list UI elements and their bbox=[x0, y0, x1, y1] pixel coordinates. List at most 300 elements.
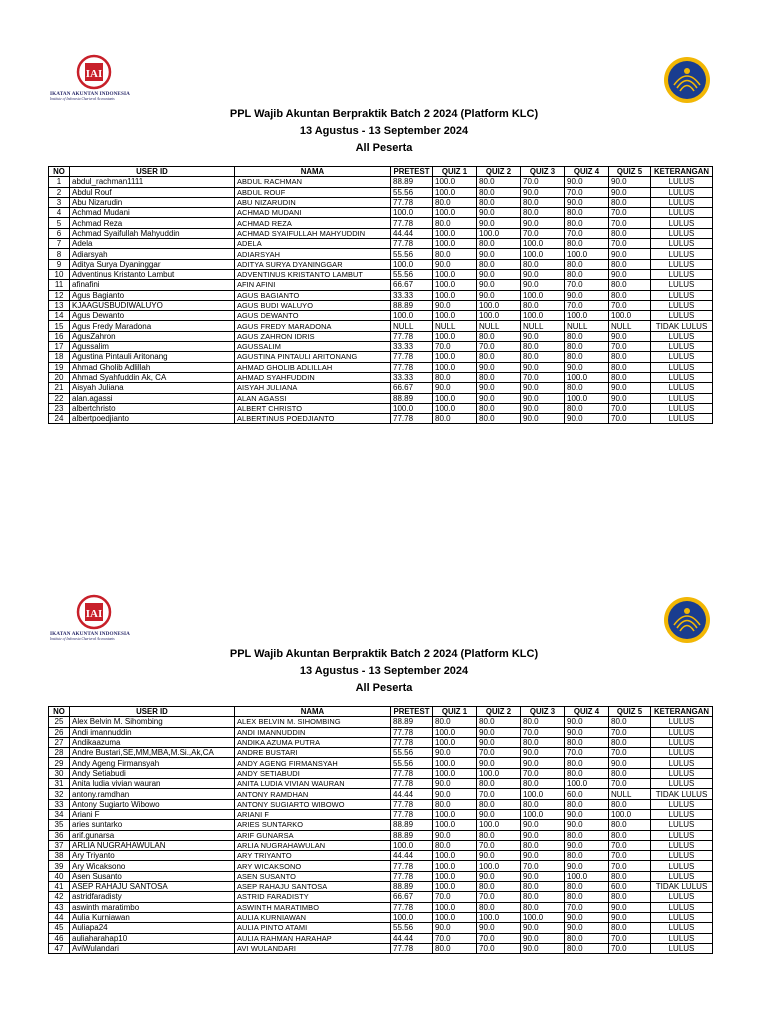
table-header bbox=[49, 167, 713, 177]
cell-quiz-3: 80.0 bbox=[521, 840, 565, 850]
cell-user-id: Agussalim bbox=[70, 342, 235, 352]
cell-keterangan: LULUS bbox=[651, 342, 713, 352]
cell-nama: ADIARSYAH bbox=[235, 249, 391, 259]
cell-keterangan: LULUS bbox=[651, 290, 713, 300]
cell-quiz-4: 80.0 bbox=[565, 342, 609, 352]
cell-user-id: Adela bbox=[70, 239, 235, 249]
cell-no: 4 bbox=[49, 208, 70, 218]
cell-pretest: 77.78 bbox=[391, 737, 433, 747]
report-period: 13 Agustus - 13 September 2024 bbox=[299, 665, 469, 677]
cell-keterangan: LULUS bbox=[651, 280, 713, 290]
cell-quiz-2: 80.0 bbox=[477, 187, 521, 197]
cell-nama: ADITYA SURYA DYANINGGAR bbox=[235, 259, 391, 269]
column-header-quiz-2: QUIZ 2 bbox=[477, 707, 521, 717]
org-subtitle: Institute of Indonesia Chartered Accountants bbox=[50, 637, 115, 641]
column-header-pretest: PRETEST bbox=[391, 167, 433, 177]
cell-user-id: Agus Bagianto bbox=[70, 290, 235, 300]
cell-quiz-2: 90.0 bbox=[477, 809, 521, 819]
cell-quiz-1: 100.0 bbox=[433, 239, 477, 249]
cell-quiz-5: 90.0 bbox=[609, 177, 651, 187]
iai-emblem-icon bbox=[76, 594, 112, 630]
cell-keterangan: LULUS bbox=[651, 943, 713, 953]
cell-no: 25 bbox=[49, 717, 70, 727]
cell-nama: ACHMAD REZA bbox=[235, 218, 391, 228]
cell-no: 37 bbox=[49, 840, 70, 850]
cell-quiz-1: 90.0 bbox=[433, 779, 477, 789]
header-row bbox=[49, 707, 713, 717]
report-title-block bbox=[0, 106, 768, 157]
cell-quiz-2: 80.0 bbox=[477, 352, 521, 362]
cell-nama: AFIN AFINI bbox=[235, 280, 391, 290]
table-row bbox=[49, 321, 713, 331]
cell-keterangan: LULUS bbox=[651, 197, 713, 207]
table-row bbox=[49, 820, 713, 830]
cell-pretest: 88.89 bbox=[391, 300, 433, 310]
cell-quiz-5: 90.0 bbox=[609, 383, 651, 393]
cell-user-id: auliaharahap10 bbox=[70, 933, 235, 943]
cell-keterangan: LULUS bbox=[651, 393, 713, 403]
cell-quiz-5: 80.0 bbox=[609, 923, 651, 933]
cell-quiz-2: 80.0 bbox=[477, 799, 521, 809]
cell-quiz-2: 100.0 bbox=[477, 300, 521, 310]
cell-user-id: Ariani F bbox=[70, 809, 235, 819]
cell-quiz-5: 80.0 bbox=[609, 717, 651, 727]
cell-pretest: 33.33 bbox=[391, 342, 433, 352]
cell-no: 14 bbox=[49, 311, 70, 321]
column-header-keterangan: KETERANGAN bbox=[651, 707, 713, 717]
header-row bbox=[49, 167, 713, 177]
cell-user-id: AgusZahron bbox=[70, 331, 235, 341]
cell-nama: ARIES SUNTARKO bbox=[235, 820, 391, 830]
cell-quiz-4: 90.0 bbox=[565, 290, 609, 300]
cell-quiz-3: 100.0 bbox=[521, 912, 565, 922]
cell-quiz-3: 80.0 bbox=[521, 799, 565, 809]
cell-keterangan: LULUS bbox=[651, 259, 713, 269]
table-header bbox=[49, 707, 713, 717]
cell-quiz-2: NULL bbox=[477, 321, 521, 331]
cell-quiz-1: 100.0 bbox=[433, 861, 477, 871]
cell-keterangan: LULUS bbox=[651, 768, 713, 778]
org-name: IKATAN AKUNTAN INDONESIA bbox=[50, 631, 130, 637]
cell-user-id: Ary Triyanto bbox=[70, 851, 235, 861]
cell-quiz-1: 70.0 bbox=[433, 342, 477, 352]
cell-quiz-5: 70.0 bbox=[609, 727, 651, 737]
cell-quiz-4: 80.0 bbox=[565, 737, 609, 747]
table-row bbox=[49, 228, 713, 238]
cell-quiz-5: 80.0 bbox=[609, 228, 651, 238]
cell-keterangan: LULUS bbox=[651, 300, 713, 310]
cell-user-id: Ary Wicaksono bbox=[70, 861, 235, 871]
cell-no: 24 bbox=[49, 414, 70, 424]
cell-quiz-2: 80.0 bbox=[477, 372, 521, 382]
cell-quiz-1: 80.0 bbox=[433, 218, 477, 228]
cell-nama: ALEX BELVIN M. SIHOMBING bbox=[235, 717, 391, 727]
table-row bbox=[49, 892, 713, 902]
table-row bbox=[49, 737, 713, 747]
cell-quiz-5: 70.0 bbox=[609, 208, 651, 218]
cell-keterangan: TIDAK LULUS bbox=[651, 789, 713, 799]
cell-no: 47 bbox=[49, 943, 70, 953]
cell-user-id: Adiarsyah bbox=[70, 249, 235, 259]
cell-keterangan: LULUS bbox=[651, 208, 713, 218]
cell-pretest: 55.56 bbox=[391, 748, 433, 758]
cell-quiz-3: 90.0 bbox=[521, 933, 565, 943]
table-row bbox=[49, 300, 713, 310]
cell-quiz-2: 80.0 bbox=[477, 830, 521, 840]
cell-quiz-1: 90.0 bbox=[433, 923, 477, 933]
cell-pretest: 77.78 bbox=[391, 799, 433, 809]
cell-nama: ARY WICAKSONO bbox=[235, 861, 391, 871]
cell-nama: ACHMAD SYAIFULLAH MAHYUDDIN bbox=[235, 228, 391, 238]
cell-quiz-5: 70.0 bbox=[609, 933, 651, 943]
cell-user-id: Andy Setiabudi bbox=[70, 768, 235, 778]
cell-quiz-1: 100.0 bbox=[433, 820, 477, 830]
cell-quiz-2: 90.0 bbox=[477, 362, 521, 372]
cell-quiz-4: 90.0 bbox=[565, 197, 609, 207]
table-row bbox=[49, 362, 713, 372]
column-header-quiz-4: QUIZ 4 bbox=[565, 707, 609, 717]
cell-quiz-3: 90.0 bbox=[521, 280, 565, 290]
cell-keterangan: LULUS bbox=[651, 311, 713, 321]
table-row bbox=[49, 840, 713, 850]
cell-quiz-4: 80.0 bbox=[565, 933, 609, 943]
cell-pretest: 55.56 bbox=[391, 187, 433, 197]
cell-nama: AISYAH JULIANA bbox=[235, 383, 391, 393]
cell-quiz-2: 90.0 bbox=[477, 249, 521, 259]
cell-nama: ANDIKA AZUMA PUTRA bbox=[235, 737, 391, 747]
cell-quiz-1: 100.0 bbox=[433, 809, 477, 819]
cell-no: 10 bbox=[49, 269, 70, 279]
cell-user-id: albertpoedjianto bbox=[70, 414, 235, 424]
cell-quiz-3: 100.0 bbox=[521, 809, 565, 819]
cell-quiz-3: 70.0 bbox=[521, 372, 565, 382]
cell-quiz-2: 100.0 bbox=[477, 228, 521, 238]
report-title: PPL Wajib Akuntan Berpraktik Batch 2 2024 (Platform KLC) bbox=[229, 108, 539, 120]
cell-nama: AULIA PINTO ATAMI bbox=[235, 923, 391, 933]
cell-quiz-1: 100.0 bbox=[433, 331, 477, 341]
cell-quiz-5: 80.0 bbox=[609, 259, 651, 269]
cell-quiz-5: 70.0 bbox=[609, 840, 651, 850]
cell-quiz-1: 100.0 bbox=[433, 290, 477, 300]
cell-keterangan: LULUS bbox=[651, 912, 713, 922]
cell-quiz-2: 80.0 bbox=[477, 403, 521, 413]
cell-quiz-1: 100.0 bbox=[433, 362, 477, 372]
cell-keterangan: LULUS bbox=[651, 249, 713, 259]
column-header-quiz-1: QUIZ 1 bbox=[433, 707, 477, 717]
cell-pretest: 88.89 bbox=[391, 393, 433, 403]
cell-pretest: 66.67 bbox=[391, 892, 433, 902]
cell-nama: ASWINTH MARATIMBO bbox=[235, 902, 391, 912]
cell-no: 19 bbox=[49, 362, 70, 372]
table-row bbox=[49, 933, 713, 943]
cell-quiz-5: 90.0 bbox=[609, 912, 651, 922]
cell-keterangan: LULUS bbox=[651, 779, 713, 789]
cell-user-id: Achmad Mudani bbox=[70, 208, 235, 218]
cell-nama: ABU NIZARUDIN bbox=[235, 197, 391, 207]
cell-quiz-2: 100.0 bbox=[477, 912, 521, 922]
cell-quiz-4: 70.0 bbox=[565, 228, 609, 238]
cell-quiz-4: 90.0 bbox=[565, 177, 609, 187]
cell-keterangan: LULUS bbox=[651, 840, 713, 850]
cell-no: 34 bbox=[49, 809, 70, 819]
cell-quiz-4: 80.0 bbox=[565, 882, 609, 892]
cell-quiz-4: 80.0 bbox=[565, 383, 609, 393]
cell-nama: ADELA bbox=[235, 239, 391, 249]
cell-quiz-5: 80.0 bbox=[609, 737, 651, 747]
cell-pretest: 77.78 bbox=[391, 779, 433, 789]
cell-quiz-1: 100.0 bbox=[433, 311, 477, 321]
iai-logo bbox=[50, 594, 146, 641]
cell-quiz-4: 70.0 bbox=[565, 748, 609, 758]
cell-quiz-4: 90.0 bbox=[565, 717, 609, 727]
cell-quiz-1: 80.0 bbox=[433, 943, 477, 953]
cell-quiz-5: 80.0 bbox=[609, 830, 651, 840]
cell-no: 18 bbox=[49, 352, 70, 362]
cell-quiz-4: 80.0 bbox=[565, 892, 609, 902]
table-row bbox=[49, 923, 713, 933]
cell-nama: ARIF GUNARSA bbox=[235, 830, 391, 840]
cell-user-id: afinafini bbox=[70, 280, 235, 290]
cell-nama: ARY TRIYANTO bbox=[235, 851, 391, 861]
cell-quiz-4: 80.0 bbox=[565, 208, 609, 218]
cell-quiz-3: 70.0 bbox=[521, 727, 565, 737]
column-header-quiz-3: QUIZ 3 bbox=[521, 167, 565, 177]
cell-no: 31 bbox=[49, 779, 70, 789]
column-header-quiz-3: QUIZ 3 bbox=[521, 707, 565, 717]
iai-logo-text: IAI bbox=[85, 68, 103, 80]
participants-table-page-2 bbox=[48, 706, 713, 954]
cell-user-id: Aisyah Juliana bbox=[70, 383, 235, 393]
cell-pretest: 44.44 bbox=[391, 789, 433, 799]
cell-quiz-4: 80.0 bbox=[565, 799, 609, 809]
cell-pretest: 100.0 bbox=[391, 311, 433, 321]
cell-quiz-1: 80.0 bbox=[433, 717, 477, 727]
table-row bbox=[49, 218, 713, 228]
cell-quiz-1: 90.0 bbox=[433, 830, 477, 840]
cell-quiz-5: 70.0 bbox=[609, 779, 651, 789]
cell-quiz-5: 80.0 bbox=[609, 768, 651, 778]
cell-quiz-3: NULL bbox=[521, 321, 565, 331]
table-row bbox=[49, 249, 713, 259]
kemenkeu-emblem-icon bbox=[662, 55, 712, 105]
cell-no: 32 bbox=[49, 789, 70, 799]
cell-quiz-1: 100.0 bbox=[433, 393, 477, 403]
cell-quiz-1: 100.0 bbox=[433, 758, 477, 768]
cell-quiz-4: 90.0 bbox=[565, 861, 609, 871]
cell-quiz-5: NULL bbox=[609, 321, 651, 331]
cell-no: 20 bbox=[49, 372, 70, 382]
cell-no: 28 bbox=[49, 748, 70, 758]
cell-no: 13 bbox=[49, 300, 70, 310]
column-header-quiz-4: QUIZ 4 bbox=[565, 167, 609, 177]
cell-pretest: 88.89 bbox=[391, 177, 433, 187]
cell-quiz-2: 70.0 bbox=[477, 748, 521, 758]
cell-quiz-1: 90.0 bbox=[433, 748, 477, 758]
cell-quiz-3: 90.0 bbox=[521, 187, 565, 197]
cell-pretest: 33.33 bbox=[391, 290, 433, 300]
cell-quiz-1: 100.0 bbox=[433, 737, 477, 747]
cell-keterangan: LULUS bbox=[651, 177, 713, 187]
cell-keterangan: LULUS bbox=[651, 414, 713, 424]
cell-keterangan: LULUS bbox=[651, 892, 713, 902]
cell-quiz-4: 80.0 bbox=[565, 768, 609, 778]
cell-no: 8 bbox=[49, 249, 70, 259]
table-row bbox=[49, 830, 713, 840]
cell-keterangan: LULUS bbox=[651, 269, 713, 279]
cell-quiz-4: 90.0 bbox=[565, 809, 609, 819]
cell-quiz-2: 70.0 bbox=[477, 342, 521, 352]
cell-quiz-5: 80.0 bbox=[609, 820, 651, 830]
cell-user-id: antony.ramdhan bbox=[70, 789, 235, 799]
cell-quiz-1: 70.0 bbox=[433, 933, 477, 943]
cell-quiz-1: 100.0 bbox=[433, 228, 477, 238]
cell-quiz-5: 70.0 bbox=[609, 748, 651, 758]
cell-nama: AHMAD SYAHFUDDIN bbox=[235, 372, 391, 382]
cell-user-id: KJAAGUSBUDIWALUYO bbox=[70, 300, 235, 310]
cell-pretest: 77.78 bbox=[391, 239, 433, 249]
cell-no: 40 bbox=[49, 871, 70, 881]
cell-user-id: Ahmad Syahfuddin Ak, CA bbox=[70, 372, 235, 382]
cell-keterangan: LULUS bbox=[651, 331, 713, 341]
cell-quiz-3: 90.0 bbox=[521, 923, 565, 933]
cell-keterangan: LULUS bbox=[651, 228, 713, 238]
cell-quiz-5: 90.0 bbox=[609, 269, 651, 279]
cell-nama: ALAN AGASSI bbox=[235, 393, 391, 403]
cell-no: 3 bbox=[49, 197, 70, 207]
cell-keterangan: LULUS bbox=[651, 218, 713, 228]
cell-quiz-3: 90.0 bbox=[521, 331, 565, 341]
table-row bbox=[49, 779, 713, 789]
cell-nama: ALBERT CHRISTO bbox=[235, 403, 391, 413]
cell-pretest: 77.78 bbox=[391, 218, 433, 228]
cell-quiz-3: 100.0 bbox=[521, 249, 565, 259]
cell-pretest: 100.0 bbox=[391, 912, 433, 922]
cell-quiz-3: 70.0 bbox=[521, 228, 565, 238]
cell-nama: AGUSSALIM bbox=[235, 342, 391, 352]
column-header-keterangan: KETERANGAN bbox=[651, 167, 713, 177]
cell-keterangan: LULUS bbox=[651, 851, 713, 861]
cell-keterangan: LULUS bbox=[651, 861, 713, 871]
cell-keterangan: LULUS bbox=[651, 809, 713, 819]
cell-quiz-3: 90.0 bbox=[521, 830, 565, 840]
cell-nama: AGUSTINA PINTAULI ARITONANG bbox=[235, 352, 391, 362]
cell-no: 26 bbox=[49, 727, 70, 737]
cell-quiz-5: 70.0 bbox=[609, 403, 651, 413]
cell-user-id: Anita ludia vivian wauran bbox=[70, 779, 235, 789]
cell-no: 11 bbox=[49, 280, 70, 290]
cell-keterangan: LULUS bbox=[651, 717, 713, 727]
cell-quiz-4: 70.0 bbox=[565, 902, 609, 912]
report-title: PPL Wajib Akuntan Berpraktik Batch 2 2024 (Platform KLC) bbox=[229, 648, 539, 660]
cell-nama: ADVENTINUS KRISTANTO LAMBUT bbox=[235, 269, 391, 279]
cell-quiz-5: NULL bbox=[609, 789, 651, 799]
cell-no: 38 bbox=[49, 851, 70, 861]
table-row bbox=[49, 789, 713, 799]
cell-user-id: ARLIA NUGRAHAWULAN bbox=[70, 840, 235, 850]
cell-user-id: AviWulandari bbox=[70, 943, 235, 953]
table-row bbox=[49, 208, 713, 218]
table-body bbox=[49, 177, 713, 424]
cell-user-id: Abu Nizarudin bbox=[70, 197, 235, 207]
cell-quiz-5: 80.0 bbox=[609, 362, 651, 372]
table-row bbox=[49, 352, 713, 362]
cell-keterangan: LULUS bbox=[651, 902, 713, 912]
cell-quiz-3: 80.0 bbox=[521, 208, 565, 218]
cell-quiz-4: 90.0 bbox=[565, 923, 609, 933]
cell-quiz-2: 90.0 bbox=[477, 383, 521, 393]
cell-quiz-2: 90.0 bbox=[477, 218, 521, 228]
cell-quiz-3: 80.0 bbox=[521, 352, 565, 362]
cell-quiz-4: 80.0 bbox=[565, 259, 609, 269]
cell-pretest: 66.67 bbox=[391, 383, 433, 393]
table-row bbox=[49, 311, 713, 321]
cell-quiz-4: 80.0 bbox=[565, 239, 609, 249]
cell-quiz-4: 80.0 bbox=[565, 943, 609, 953]
table-row bbox=[49, 902, 713, 912]
table-row bbox=[49, 290, 713, 300]
cell-quiz-2: 90.0 bbox=[477, 290, 521, 300]
column-header-nama: NAMA bbox=[235, 707, 391, 717]
table-row bbox=[49, 809, 713, 819]
table-row bbox=[49, 393, 713, 403]
cell-quiz-1: 80.0 bbox=[433, 249, 477, 259]
cell-no: 39 bbox=[49, 861, 70, 871]
cell-no: 44 bbox=[49, 912, 70, 922]
cell-quiz-1: NULL bbox=[433, 321, 477, 331]
cell-keterangan: LULUS bbox=[651, 799, 713, 809]
report-title-block bbox=[0, 646, 768, 697]
cell-quiz-4: 90.0 bbox=[565, 912, 609, 922]
cell-quiz-4: 90.0 bbox=[565, 727, 609, 737]
cell-quiz-3: 100.0 bbox=[521, 311, 565, 321]
cell-nama: AGUS BUDI WALUYO bbox=[235, 300, 391, 310]
cell-pretest: 77.78 bbox=[391, 871, 433, 881]
cell-quiz-4: NULL bbox=[565, 321, 609, 331]
cell-quiz-4: 100.0 bbox=[565, 779, 609, 789]
cell-quiz-5: 80.0 bbox=[609, 290, 651, 300]
cell-pretest: NULL bbox=[391, 321, 433, 331]
cell-quiz-2: 90.0 bbox=[477, 269, 521, 279]
cell-quiz-1: 100.0 bbox=[433, 902, 477, 912]
cell-quiz-3: 80.0 bbox=[521, 902, 565, 912]
table-row bbox=[49, 414, 713, 424]
table-row bbox=[49, 269, 713, 279]
cell-quiz-1: 100.0 bbox=[433, 727, 477, 737]
cell-nama: ANTONY SUGIARTO WIBOWO bbox=[235, 799, 391, 809]
cell-pretest: 100.0 bbox=[391, 208, 433, 218]
cell-no: 12 bbox=[49, 290, 70, 300]
org-name: IKATAN AKUNTAN INDONESIA bbox=[50, 91, 130, 97]
cell-quiz-2: 80.0 bbox=[477, 197, 521, 207]
cell-user-id: Alex Belvin M. Sihombing bbox=[70, 717, 235, 727]
cell-quiz-5: 90.0 bbox=[609, 393, 651, 403]
cell-pretest: 88.89 bbox=[391, 717, 433, 727]
cell-no: 35 bbox=[49, 820, 70, 830]
table-row bbox=[49, 177, 713, 187]
cell-no: 21 bbox=[49, 383, 70, 393]
table-row bbox=[49, 187, 713, 197]
cell-user-id: Auliapa24 bbox=[70, 923, 235, 933]
cell-quiz-3: 80.0 bbox=[521, 882, 565, 892]
cell-quiz-1: 90.0 bbox=[433, 300, 477, 310]
cell-quiz-2: 70.0 bbox=[477, 892, 521, 902]
cell-quiz-4: 80.0 bbox=[565, 218, 609, 228]
column-header-quiz-1: QUIZ 1 bbox=[433, 167, 477, 177]
table-row bbox=[49, 882, 713, 892]
cell-no: 17 bbox=[49, 342, 70, 352]
cell-user-id: Antony Sugiarto Wibowo bbox=[70, 799, 235, 809]
table-row bbox=[49, 758, 713, 768]
